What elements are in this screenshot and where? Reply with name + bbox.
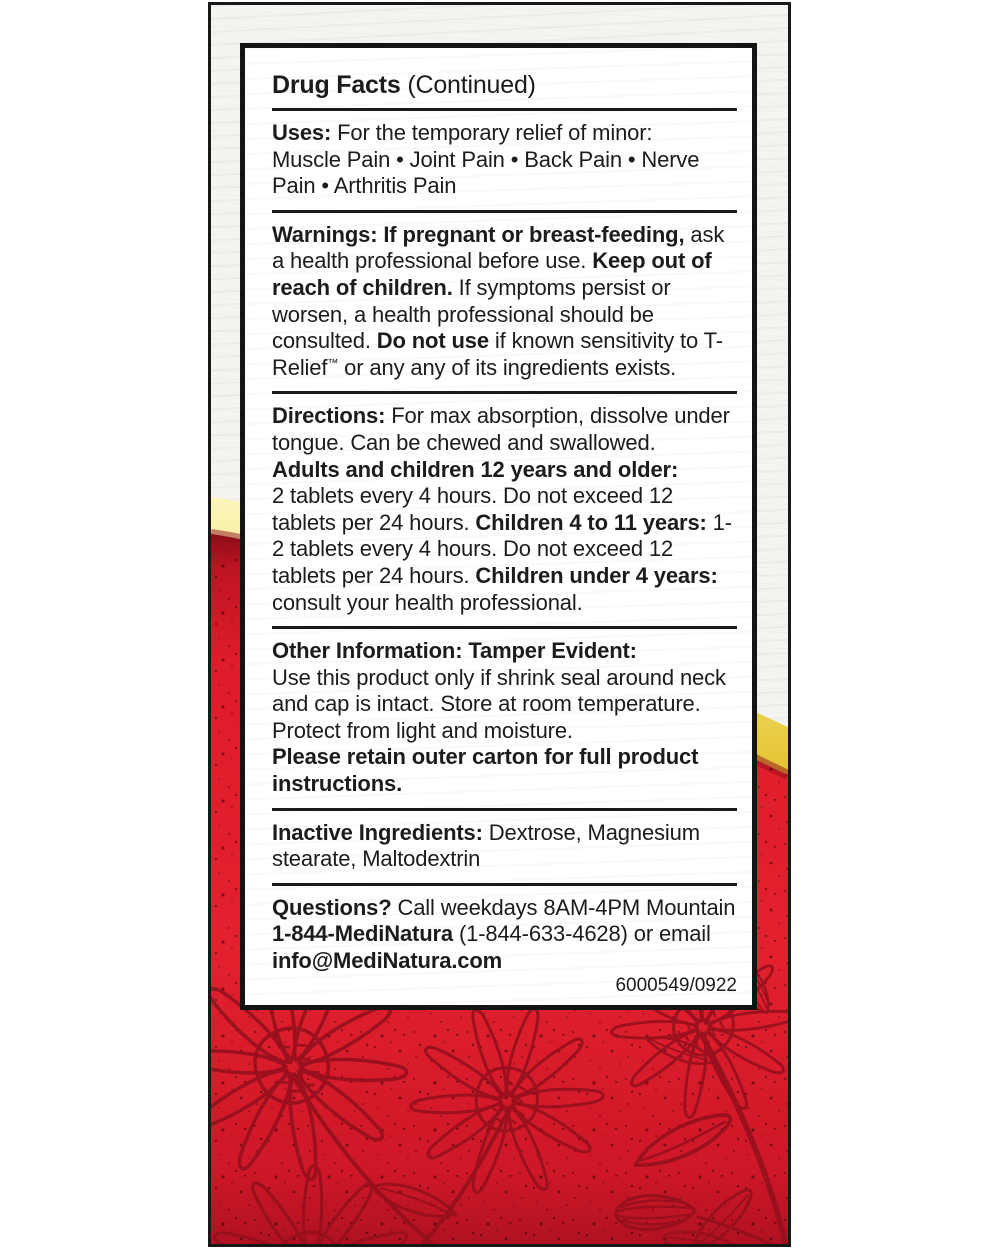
lot-code: 6000549/0922 — [615, 974, 737, 996]
section-directions: Directions: For max absorption, dissolve under tongue. Can be chewed and swallowed. Adults and children 12 years and older: 2 tablets every 4 hours. Do not exceed 12 tablets per 24 hours. Children 4 to 11 years: 1-2 tablets every 4 hours. Do not exceed 12 tablets per 24 hours. Children under 4 years: consult your health professional. — [272, 403, 732, 615]
section-questions: Questions? Call weekdays 8AM-4PM Mountain 1-844-MediNatura (1-844-633-4628) or email info@MediNatura.com — [272, 894, 736, 974]
section-uses: Uses: For the temporary relief of minor: Muscle Pain • Joint Pain • Back Pain • Nerve Pain • Arthritis Pain — [272, 120, 700, 199]
drug-facts-title — [272, 48, 737, 100]
drug-facts-title-continued: (Continued) — [407, 71, 536, 99]
section-other-information: Other Information: Tamper Evident: Use this product only if shrink seal around neck and cap is intact. Store at room temperature. Protect from light and moisture. Please retain outer carton for full product instructions. — [272, 638, 726, 797]
drug-facts-title-bold: Drug Facts — [272, 71, 401, 99]
section-inactive-ingredients: Inactive Ingredients: Dextrose, Magnesium stearate, Maltodextrin — [272, 819, 700, 872]
section-warnings: Warnings: If pregnant or breast-feeding, ask a health professional before use. Keep out of reach of children. If symptoms persist or worsen, a health professional should be consulted. Do not use if known sensitivity to T-Relief™ or any any of its ingredients exists. — [272, 221, 725, 380]
product-label — [208, 2, 791, 1247]
drug-facts-panel — [240, 43, 757, 1010]
